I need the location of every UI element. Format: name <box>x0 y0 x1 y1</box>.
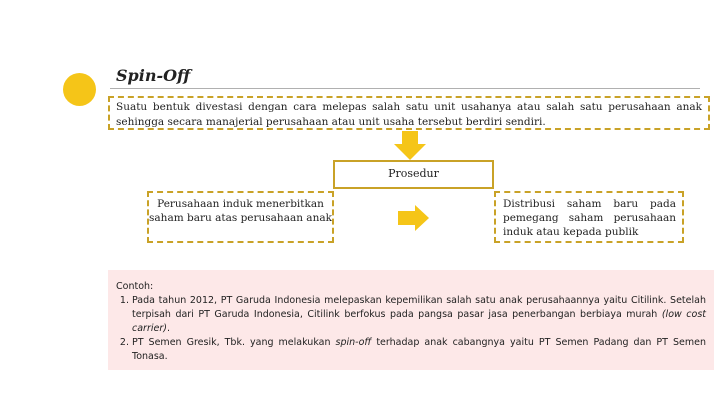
bullet-circle-icon <box>63 73 96 106</box>
example-heading: Contoh: <box>116 281 154 292</box>
example-list <box>116 294 706 364</box>
procedure-label: Prosedur <box>333 160 494 189</box>
definition-box: Suatu bentuk divestasi dengan cara melepas salah satu unit usahanya atau salah satu perusahaan anak sehingga secara manajerial perusahaan atau unit usaha tersebut berdiri sendiri. <box>108 96 710 130</box>
procedure-step-left: Perusahaan induk menerbitkan saham baru atas perusahaan anak <box>147 191 334 243</box>
example-box <box>108 270 714 370</box>
arrow-down-icon <box>393 131 427 161</box>
example-item: 2. PT Semen Gresik, Tbk. yang melakukan spin-off terhadap anak cabangnya yaitu PT Semen Padang dan PT Semen Tonasa. <box>132 336 706 364</box>
example-item: 1. Pada tahun 2012, PT Garuda Indonesia melepaskan kepemilikan salah satu anak perusahaannya yaitu Citilink. Setelah terpisah dari PT Garuda Indonesia, Citilink berfokus pada pangsa pasar jasa penerbangan berbiaya murah (low cost carrier). <box>132 294 706 336</box>
procedure-step-right: Distribusi saham baru pada pemegang saham perusahaan induk atau kepada publik <box>494 191 684 243</box>
arrow-right-icon <box>398 205 430 231</box>
title-divider <box>110 88 700 89</box>
page-title: Spin-Off <box>116 66 191 85</box>
